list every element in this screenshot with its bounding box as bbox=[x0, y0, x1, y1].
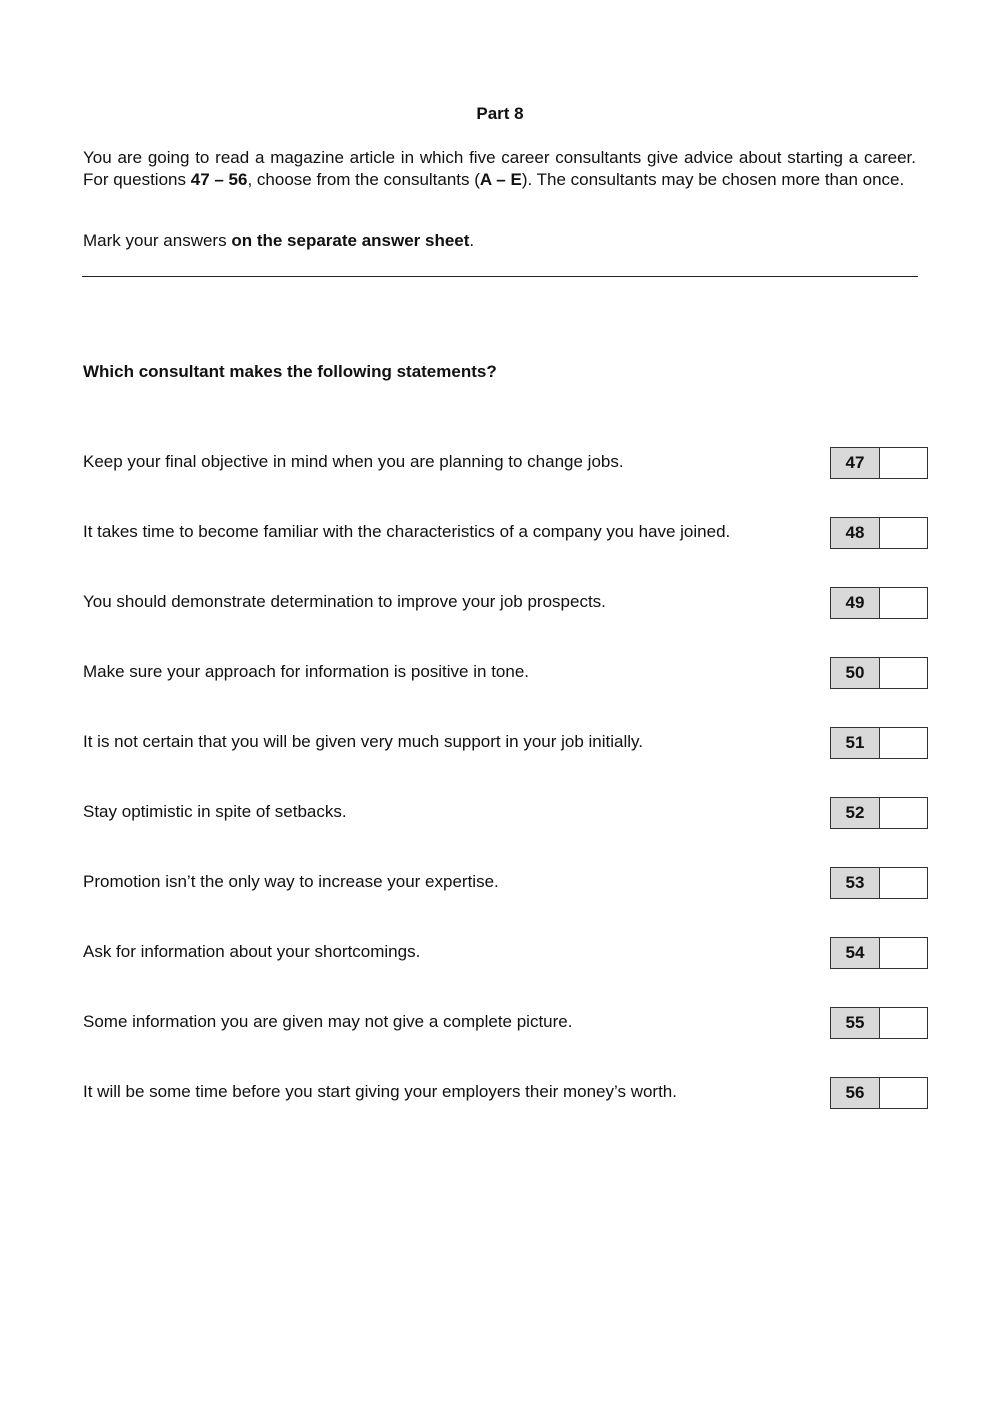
answer-box bbox=[830, 797, 928, 829]
question-number: 52 bbox=[831, 798, 880, 828]
statement-text: Stay optimistic in spite of setbacks. bbox=[83, 802, 347, 821]
answer-field[interactable] bbox=[880, 658, 927, 688]
answer-box bbox=[830, 587, 928, 619]
instructions-text-2: , choose from the consultants ( bbox=[247, 169, 480, 189]
answer-box bbox=[830, 1077, 928, 1109]
question-number: 49 bbox=[831, 588, 880, 618]
answer-field[interactable] bbox=[880, 588, 927, 618]
mark-bold: on the separate answer sheet bbox=[231, 231, 470, 250]
question-number: 48 bbox=[831, 518, 880, 548]
answer-field[interactable] bbox=[880, 1008, 927, 1038]
divider bbox=[82, 276, 918, 277]
statement-text: It takes time to become familiar with the characteristics of a company you have joined. bbox=[83, 522, 731, 541]
statement-row bbox=[0, 1007, 1000, 1039]
statement-text: It is not certain that you will be given very much support in your job initially. bbox=[83, 732, 644, 751]
question-number: 50 bbox=[831, 658, 880, 688]
mark-prefix: Mark your answers bbox=[83, 231, 232, 250]
answer-field[interactable] bbox=[880, 798, 927, 828]
statement-row bbox=[0, 727, 1000, 759]
answer-field[interactable] bbox=[880, 1078, 927, 1108]
question-number: 51 bbox=[831, 728, 880, 758]
answer-box bbox=[830, 1007, 928, 1039]
question-number: 56 bbox=[831, 1078, 880, 1108]
answer-box bbox=[830, 867, 928, 899]
question-heading: Which consultant makes the following statements? bbox=[83, 362, 497, 381]
answer-box bbox=[830, 447, 928, 479]
question-range: 47 – 56 bbox=[190, 169, 248, 189]
statement-text: Make sure your approach for information is positive in tone. bbox=[83, 662, 530, 681]
question-number: 53 bbox=[831, 868, 880, 898]
answer-box bbox=[830, 727, 928, 759]
statement-row bbox=[0, 657, 1000, 689]
answer-field[interactable] bbox=[880, 938, 927, 968]
statement-text: You should demonstrate determination to improve your job prospects. bbox=[83, 592, 606, 611]
answer-field[interactable] bbox=[880, 728, 927, 758]
statement-row bbox=[0, 867, 1000, 899]
answer-box bbox=[830, 517, 928, 549]
statement-row bbox=[0, 587, 1000, 619]
statement-text: Promotion isn’t the only way to increase your expertise. bbox=[83, 872, 499, 891]
instructions bbox=[83, 147, 916, 190]
answer-field[interactable] bbox=[880, 448, 927, 478]
consultant-letters: A – E bbox=[479, 169, 522, 189]
statement-row bbox=[0, 1077, 1000, 1109]
statement-text: Ask for information about your shortcomings. bbox=[83, 942, 421, 961]
statement-row bbox=[0, 937, 1000, 969]
statement-row bbox=[0, 517, 1000, 549]
statement-text: It will be some time before you start giving your employers their money’s worth. bbox=[83, 1082, 677, 1101]
answer-box bbox=[830, 657, 928, 689]
question-number: 47 bbox=[831, 448, 880, 478]
statement-text: Keep your final objective in mind when you are planning to change jobs. bbox=[83, 452, 624, 471]
page-title: Part 8 bbox=[476, 104, 524, 123]
answer-field[interactable] bbox=[880, 868, 927, 898]
instructions-text-1: You are going to read a magazine article in which five career consultants give advice about starting a career. For questions bbox=[83, 148, 916, 189]
answer-sheet-instruction bbox=[83, 231, 474, 251]
answer-field[interactable] bbox=[880, 518, 927, 548]
question-number: 55 bbox=[831, 1008, 880, 1038]
statement-text: Some information you are given may not give a complete picture. bbox=[83, 1012, 573, 1031]
mark-suffix: . bbox=[469, 231, 475, 250]
statement-row bbox=[0, 797, 1000, 829]
question-number: 54 bbox=[831, 938, 880, 968]
answer-box bbox=[830, 937, 928, 969]
statement-row bbox=[0, 447, 1000, 479]
instructions-text-3: ). The consultants may be chosen more than once. bbox=[521, 169, 905, 189]
